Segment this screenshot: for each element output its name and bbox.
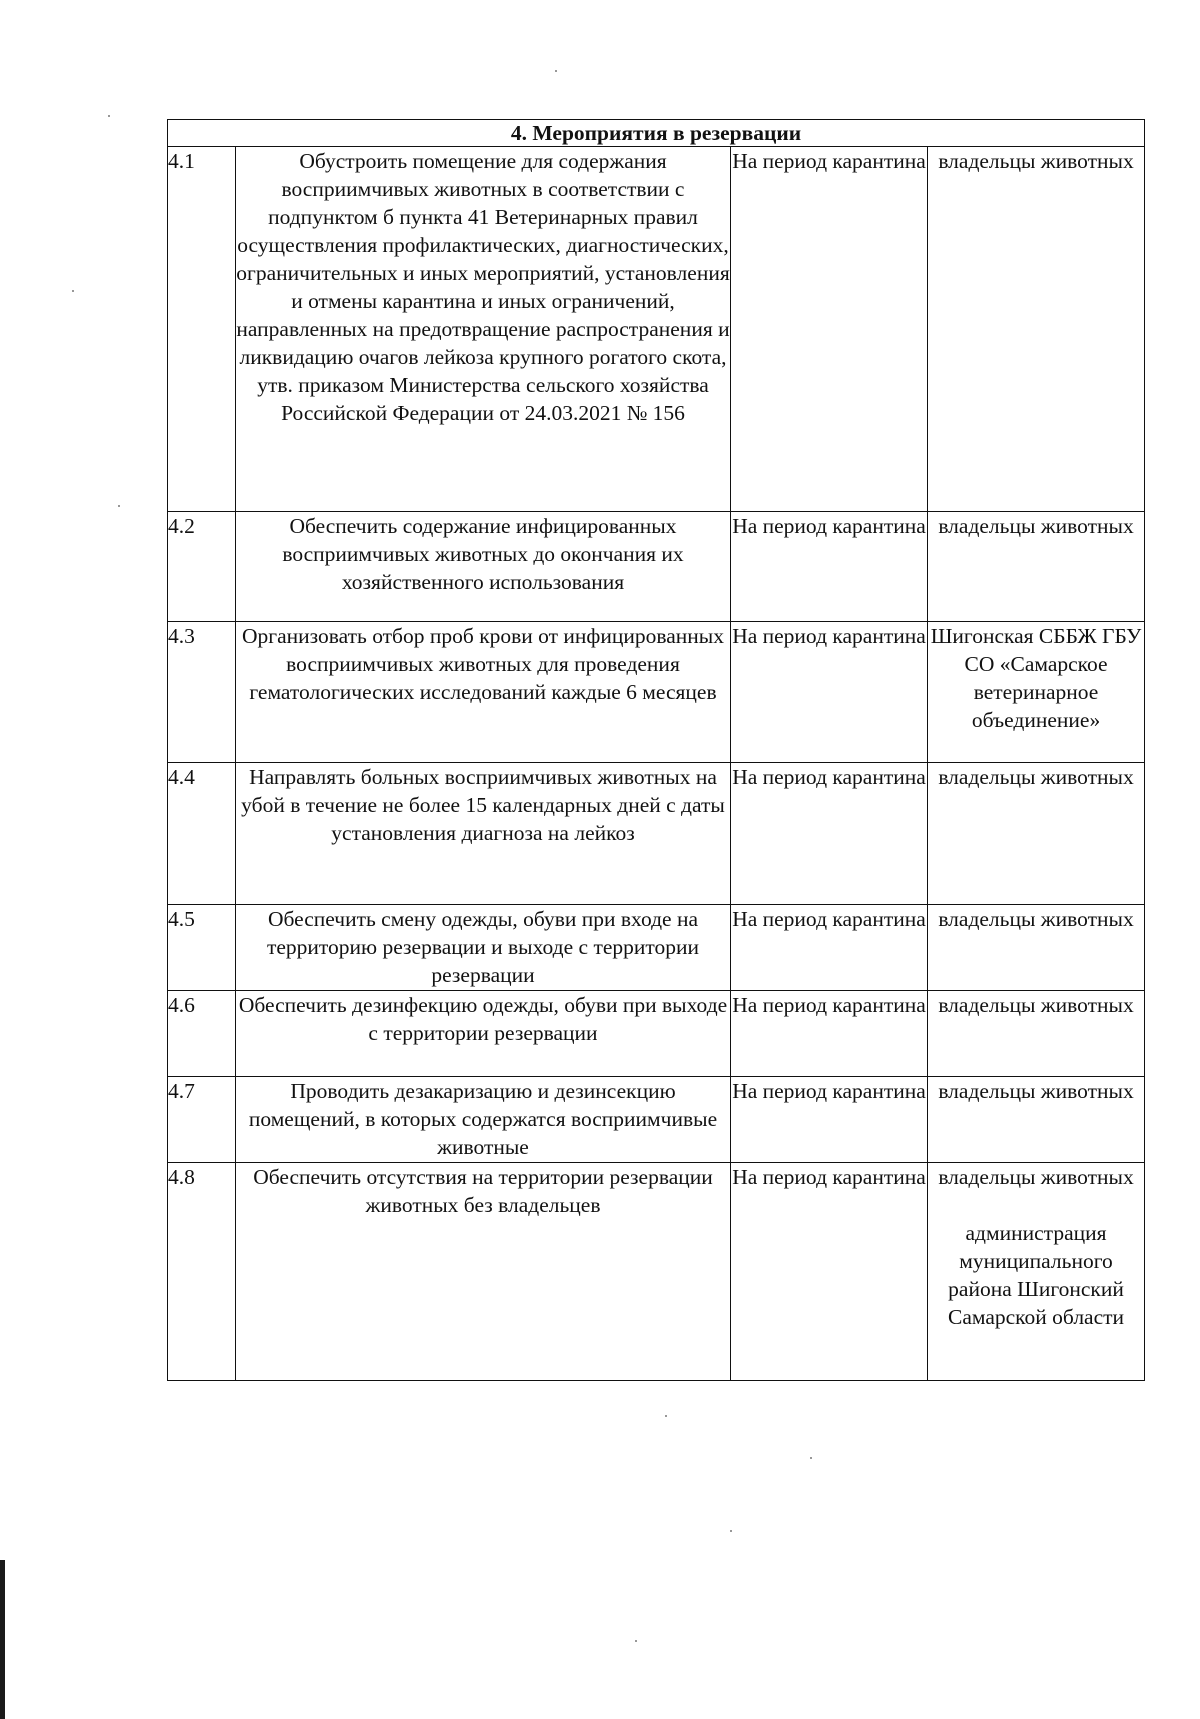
scan-page-edge bbox=[0, 1560, 5, 1719]
row-responsible bbox=[928, 512, 1145, 622]
row-task: Обеспечить содержание инфицированных восприимчивых животных до окончания их хозяйственного использования bbox=[236, 512, 731, 622]
table-row bbox=[168, 763, 1145, 905]
responsible-party: владельцы животных bbox=[938, 907, 1134, 931]
table-row bbox=[168, 1163, 1145, 1381]
row-term: На период карантина bbox=[731, 622, 928, 763]
responsible-party: Шигонская СББЖ ГБУ СО «Самарское ветеринарное объединение» bbox=[930, 624, 1142, 732]
row-responsible bbox=[928, 1163, 1145, 1381]
row-number: 4.6 bbox=[168, 991, 236, 1077]
responsible-party: владельцы животных bbox=[938, 993, 1134, 1017]
scan-speck bbox=[665, 1415, 667, 1417]
row-number: 4.7 bbox=[168, 1077, 236, 1163]
row-number: 4.1 bbox=[168, 147, 236, 512]
responsible-party: администрация муниципального района Шигонский Самарской области bbox=[948, 1221, 1125, 1329]
row-number: 4.4 bbox=[168, 763, 236, 905]
scan-speck bbox=[810, 1457, 812, 1459]
row-task: Обеспечить смену одежды, обуви при входе на территорию резервации и выходе с территории резервации bbox=[236, 905, 731, 991]
scan-speck bbox=[555, 70, 557, 72]
measures-table bbox=[167, 119, 1145, 1381]
row-responsible bbox=[928, 763, 1145, 905]
responsible-party: владельцы животных bbox=[938, 149, 1134, 173]
row-task: Организовать отбор проб крови от инфицированных восприимчивых животных для проведения гематологических исследований каждые 6 месяцев bbox=[236, 622, 731, 763]
spacer bbox=[928, 1191, 1144, 1219]
row-task: Обеспечить отсутствия на территории резервации животных без владельцев bbox=[236, 1163, 731, 1381]
row-task: Направлять больных восприимчивых животных на убой в течение не более 15 календарных дней с даты установления диагноза на лейкоз bbox=[236, 763, 731, 905]
responsible-party: владельцы животных bbox=[938, 765, 1134, 789]
row-term: На период карантина bbox=[731, 512, 928, 622]
row-responsible bbox=[928, 905, 1145, 991]
table-row bbox=[168, 512, 1145, 622]
row-task: Проводить дезакаризацию и дезинсекцию помещений, в которых содержатся восприимчивые животные bbox=[236, 1077, 731, 1163]
table-row bbox=[168, 1077, 1145, 1163]
table-row bbox=[168, 622, 1145, 763]
table-row bbox=[168, 905, 1145, 991]
row-number: 4.8 bbox=[168, 1163, 236, 1381]
row-term: На период карантина bbox=[731, 1163, 928, 1381]
scan-speck bbox=[635, 1640, 637, 1642]
row-responsible bbox=[928, 991, 1145, 1077]
row-number: 4.5 bbox=[168, 905, 236, 991]
row-term: На период карантина bbox=[731, 147, 928, 512]
scan-speck bbox=[118, 505, 120, 507]
row-term: На период карантина bbox=[731, 1077, 928, 1163]
row-task: Обустроить помещение для содержания восприимчивых животных в соответствии с подпунктом б пункта 41 Ветеринарных правил осуществления профилактических, диагностических, ограничительных и иных мероприятий, установления и отмены карантина и иных ограничений, направленных на предотвращение распространения и ликвидацию очагов лейкоза крупного рогатого скота, утв. приказом Министерства сельского хозяйства Российской Федерации от 24.03.2021 № 156 bbox=[236, 147, 731, 512]
section-title: 4. Мероприятия в резервации bbox=[168, 120, 1145, 147]
row-task: Обеспечить дезинфекцию одежды, обуви при выходе с территории резервации bbox=[236, 991, 731, 1077]
section-header-row bbox=[168, 120, 1145, 147]
row-responsible bbox=[928, 622, 1145, 763]
row-responsible bbox=[928, 147, 1145, 512]
scan-speck bbox=[730, 1530, 732, 1532]
scan-speck bbox=[108, 115, 110, 117]
row-term: На период карантина bbox=[731, 991, 928, 1077]
responsible-party: владельцы животных bbox=[938, 1165, 1134, 1189]
row-number: 4.2 bbox=[168, 512, 236, 622]
row-term: На период карантина bbox=[731, 763, 928, 905]
responsible-party: владельцы животных bbox=[938, 1079, 1134, 1103]
row-responsible bbox=[928, 1077, 1145, 1163]
table-row bbox=[168, 147, 1145, 512]
scan-speck bbox=[72, 290, 74, 292]
table-row bbox=[168, 991, 1145, 1077]
row-term: На период карантина bbox=[731, 905, 928, 991]
responsible-party: владельцы животных bbox=[938, 514, 1134, 538]
row-number: 4.3 bbox=[168, 622, 236, 763]
